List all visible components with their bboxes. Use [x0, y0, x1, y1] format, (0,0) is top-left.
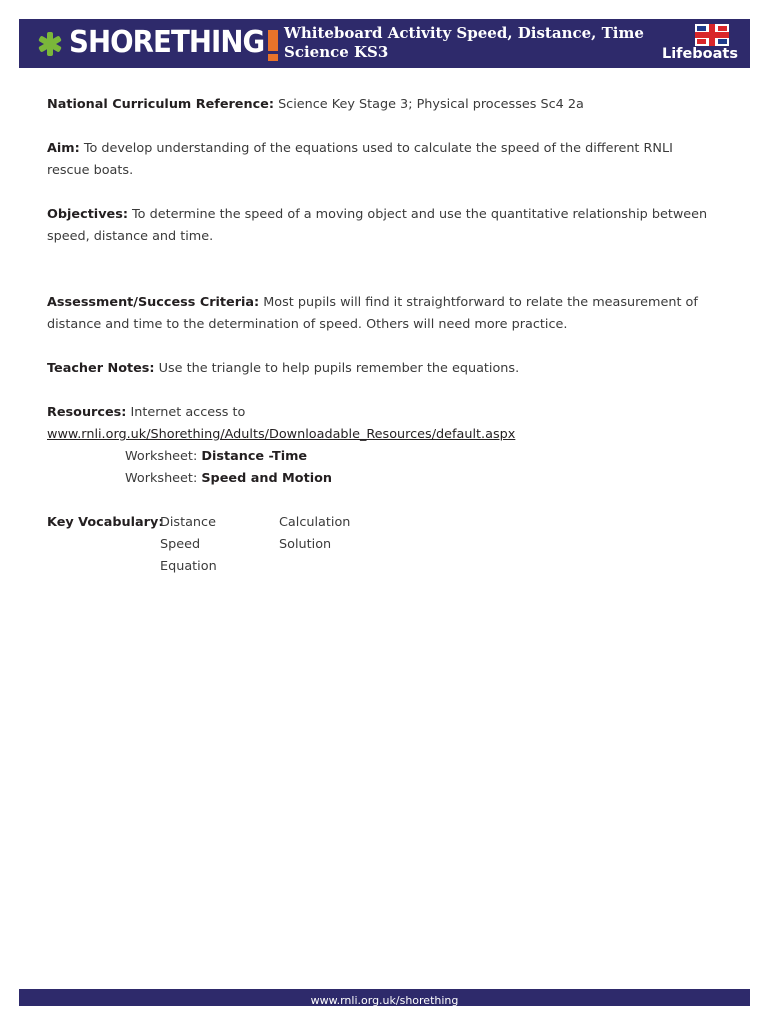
resources-link[interactable]: www.rnli.org.uk/Shorething/Adults/Downloadable_Resources/default.aspx — [47, 427, 516, 442]
aim — [47, 138, 712, 182]
curriculum-label: National Curriculum Reference: — [47, 97, 274, 112]
resources — [47, 402, 712, 446]
star-icon — [37, 31, 63, 57]
assessment-label: Assessment/Success Criteria: — [47, 295, 260, 310]
vocab-item: Equation — [160, 559, 217, 574]
curriculum-text: Science Key Stage 3; Physical processes Sc4 2a — [278, 97, 584, 112]
worksheet-2 — [47, 468, 712, 490]
brand-name: SHORETHING — [69, 25, 265, 60]
footer-url[interactable]: www.rnli.org.uk/shorething — [310, 994, 459, 1007]
worksheet-1-prefix: Worksheet: — [125, 449, 198, 464]
vocabulary-column-1 — [160, 512, 217, 578]
aim-label: Aim: — [47, 141, 80, 156]
teacher-notes — [47, 358, 712, 380]
document-body — [47, 94, 712, 578]
vocab-item: Calculation — [279, 515, 351, 530]
rnli-flag-icon — [695, 24, 729, 46]
worksheet-2-title: Speed and Motion — [201, 471, 332, 486]
document-title: Whiteboard Activity Speed, Distance, Time Science KS3 — [284, 24, 644, 61]
resources-label: Resources: — [47, 405, 127, 420]
internet-prefix: Internet access to — [130, 405, 246, 420]
vocab-item: Distance — [160, 515, 216, 530]
teacher-notes-text: Use the triangle to help pupils remember the equations. — [158, 361, 520, 376]
curriculum-reference — [47, 94, 712, 116]
header-bar — [19, 19, 750, 68]
key-vocabulary — [47, 512, 712, 578]
assessment — [47, 292, 712, 336]
vocab-item: Solution — [279, 537, 332, 552]
exclamation-mark — [267, 30, 279, 61]
objectives — [47, 204, 712, 248]
worksheet-1 — [47, 446, 712, 468]
org-name: Lifeboats — [661, 46, 738, 62]
footer-bar — [19, 989, 750, 1006]
teacher-notes-label: Teacher Notes: — [47, 361, 155, 376]
vocabulary-label: Key Vocabulary: — [47, 515, 164, 530]
objectives-text: To determine the speed of a moving object and use the quantitative relationship between speed, distance and time. — [47, 207, 708, 244]
assessment-text: Most pupils will find it straightforward to relate the measurement of distance and time to the determination of speed. Others will need more practice. — [47, 295, 698, 332]
objectives-label: Objectives: — [47, 207, 128, 222]
vocabulary-column-2 — [279, 512, 350, 556]
vocab-item: Speed — [160, 537, 201, 552]
worksheet-1-title: Distance -Time — [201, 449, 308, 464]
worksheet-2-prefix: Worksheet: — [125, 471, 198, 486]
aim-text: To develop understanding of the equations used to calculate the speed of the different RNLI rescue boats. — [47, 141, 673, 178]
